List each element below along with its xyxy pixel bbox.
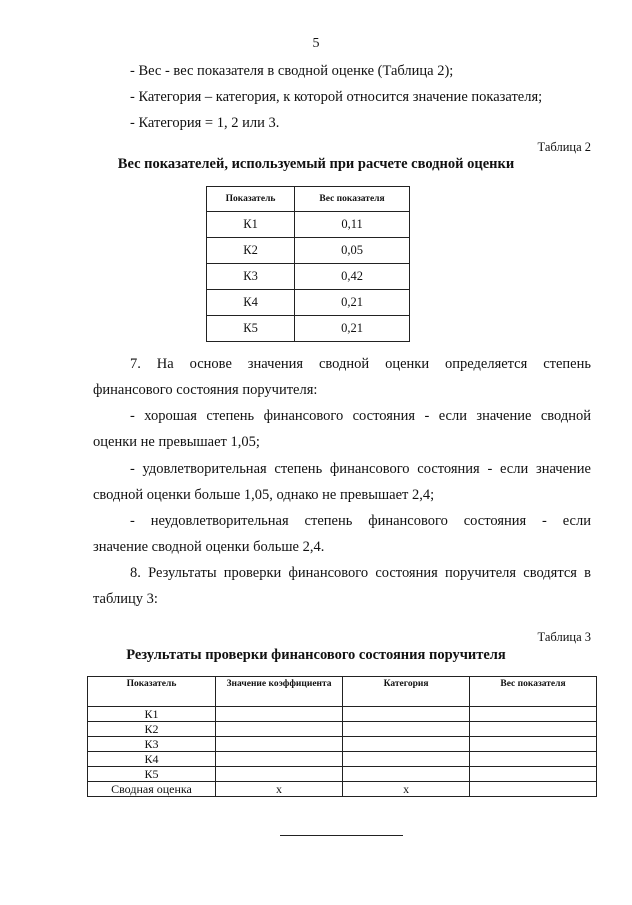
weight-cell: 0,21 — [295, 290, 410, 316]
table-row — [207, 316, 410, 342]
coefficient-cell — [215, 707, 342, 722]
indicator-cell: К2 — [88, 722, 216, 737]
table-header-row — [207, 187, 410, 212]
column-header-weight: Вес показателя — [295, 187, 410, 212]
weight-cell — [470, 782, 597, 797]
indicator-cell: К1 — [207, 212, 295, 238]
signature-line — [280, 835, 403, 836]
table-row — [88, 722, 597, 737]
column-header-weight: Вес показателя — [470, 677, 597, 707]
column-header-indicator: Показатель — [88, 677, 216, 707]
list-item-category: - Категория – категория, к которой относится значение показателя; — [130, 89, 543, 105]
list-item-category-values: - Категория = 1, 2 или 3. — [130, 115, 280, 131]
category-cell — [343, 752, 470, 767]
paragraph-7-line-2: финансового состояния поручителя: — [93, 382, 318, 398]
bullet-good-line-2: оценки не превышает 1,05; — [93, 434, 260, 450]
summary-row — [88, 782, 597, 797]
table-row — [88, 707, 597, 722]
coefficient-cell — [215, 752, 342, 767]
table-header-row — [88, 677, 597, 707]
bullet-good-line-1: - хорошая степень финансового состояния - если значение сводной — [130, 408, 591, 424]
table-row — [88, 752, 597, 767]
bullet-satisfactory-line-1: - удовлетворительная степень финансового состояния - если значение — [130, 461, 591, 477]
weight-cell: 0,11 — [295, 212, 410, 238]
table3-caption: Таблица 3 — [537, 630, 591, 644]
results-table — [87, 676, 597, 797]
summary-label-cell: Сводная оценка — [88, 782, 216, 797]
table3-title: Результаты проверки финансового состояния поручителя — [126, 647, 506, 663]
column-header-indicator: Показатель — [207, 187, 295, 212]
category-cell: х — [343, 782, 470, 797]
category-cell — [343, 767, 470, 782]
weight-cell — [470, 707, 597, 722]
coefficient-cell: х — [215, 782, 342, 797]
category-cell — [343, 722, 470, 737]
indicator-cell: К4 — [88, 752, 216, 767]
bullet-unsatisfactory-line-1: - неудовлетворительная степень финансового состояния - если — [130, 513, 591, 529]
indicator-cell: К3 — [88, 737, 216, 752]
table-row — [207, 290, 410, 316]
indicator-cell: К3 — [207, 264, 295, 290]
page-number: 5 — [312, 36, 320, 51]
weight-cell — [470, 722, 597, 737]
weight-cell — [470, 737, 597, 752]
indicator-cell: К5 — [88, 767, 216, 782]
bullet-satisfactory-line-2: сводной оценки больше 1,05, однако не превышает 2,4; — [93, 487, 435, 503]
coefficient-cell — [215, 737, 342, 752]
table2-title: Вес показателей, используемый при расчете сводной оценки — [117, 156, 515, 172]
category-cell — [343, 737, 470, 752]
category-cell — [343, 707, 470, 722]
table-row — [207, 264, 410, 290]
bullet-unsatisfactory-line-2: значение сводной оценки больше 2,4. — [93, 539, 325, 555]
weight-cell — [470, 752, 597, 767]
list-item-weight: - Вес - вес показателя в сводной оценке (Таблица 2); — [130, 63, 454, 79]
table-row — [207, 238, 410, 264]
column-header-category: Категория — [343, 677, 470, 707]
indicator-cell: К2 — [207, 238, 295, 264]
weight-cell — [470, 767, 597, 782]
indicator-cell: К5 — [207, 316, 295, 342]
paragraph-8-line-1: 8. Результаты проверки финансового состояния поручителя сводятся в — [130, 565, 591, 581]
table-row — [88, 737, 597, 752]
coefficient-cell — [215, 722, 342, 737]
table2-caption: Таблица 2 — [537, 140, 591, 154]
table-row — [88, 767, 597, 782]
weight-cell: 0,05 — [295, 238, 410, 264]
weight-cell: 0,21 — [295, 316, 410, 342]
weight-cell: 0,42 — [295, 264, 410, 290]
coefficient-cell — [215, 767, 342, 782]
paragraph-7-line-1: 7. На основе значения сводной оценки определяется степень — [130, 356, 591, 372]
weights-table — [206, 186, 410, 342]
table-row — [207, 212, 410, 238]
paragraph-8-line-2: таблицу 3: — [93, 591, 158, 607]
indicator-cell: К1 — [88, 707, 216, 722]
indicator-cell: К4 — [207, 290, 295, 316]
column-header-coefficient: Значение коэффициента — [215, 677, 342, 707]
